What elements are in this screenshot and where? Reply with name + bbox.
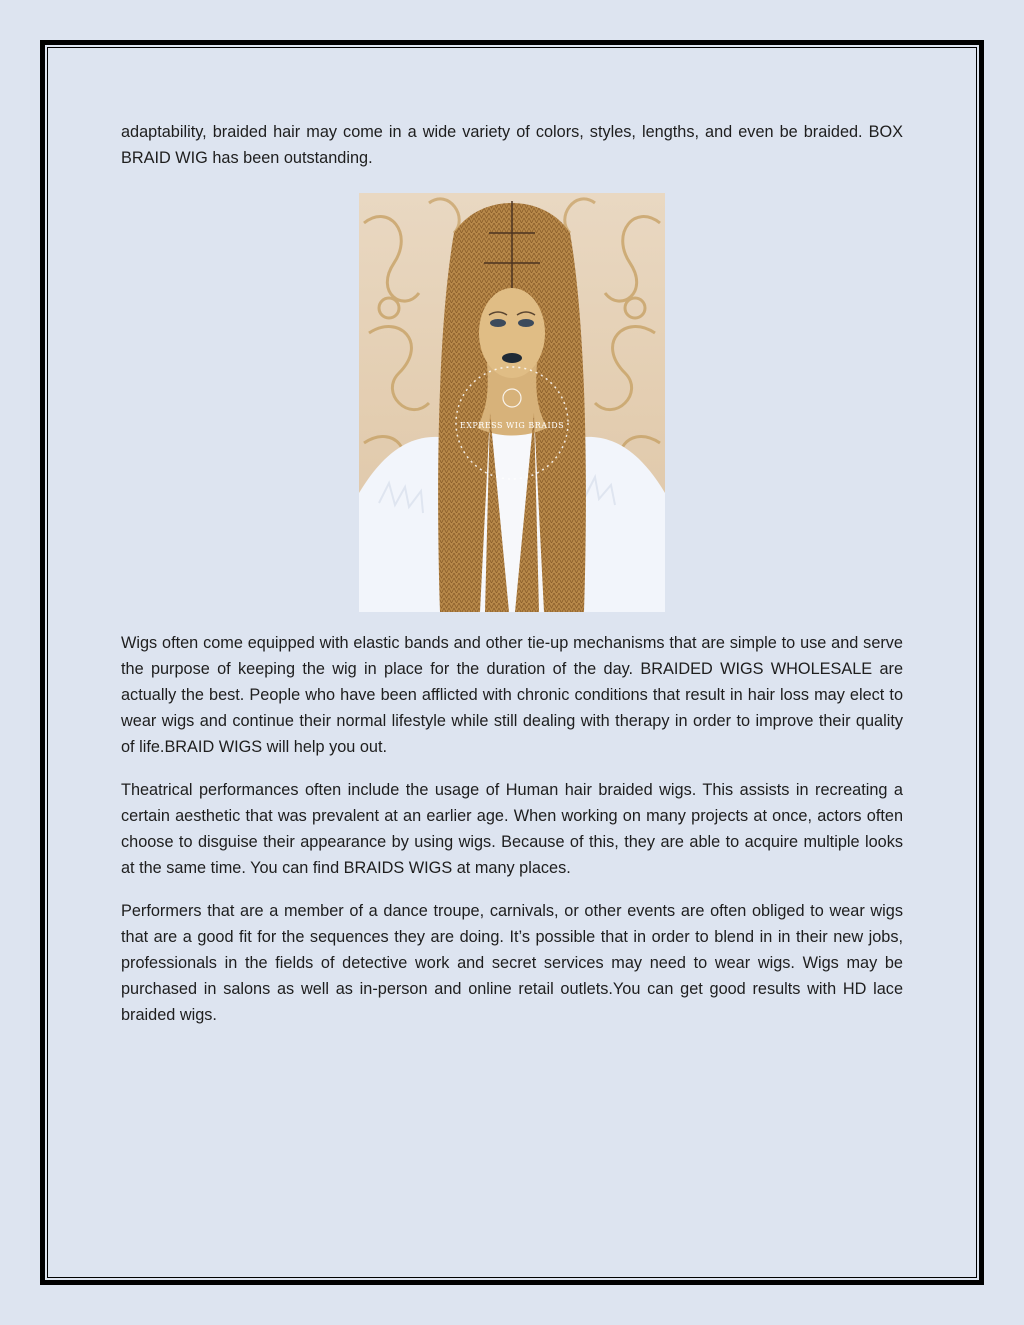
- mannequin-face: [479, 288, 545, 378]
- paragraph-3: Theatrical performances often include the usage of Human hair braided wigs. This assists in recreating a certain aesthetic that was prevalent at an earlier age. When working on many projects at once, actors often choose to disguise their appearance by using wigs. Because of this, they are able to acquire multiple looks at the same time. You can find BRAIDS WIGS at many places.: [121, 781, 903, 877]
- right-eye: [518, 319, 534, 327]
- paragraph-1: adaptability, braided hair may come in a wide variety of colors, styles, lengths, and even be braided. BOX BRAID WIG has been outstanding.: [121, 123, 903, 167]
- wig-illustration: [359, 193, 665, 612]
- paragraph-4: Performers that are a member of a dance troupe, carnivals, or other events are often obliged to wear wigs that are a good fit for the sequences they are doing. It’s possible that in order to blend in in their new jobs, professionals in the fields of detective work and secret services may need to wear wigs. Wigs may be purchased in salons as well as in-person and online retail outlets.You can get good results with HD lace braided wigs.: [121, 902, 903, 1024]
- braided-wig-photo: [359, 193, 665, 612]
- left-eye: [490, 319, 506, 327]
- document-body: [121, 119, 903, 1028]
- paragraph-2: Wigs often come equipped with elastic bands and other tie-up mechanisms that are simple to use and serve the purpose of keeping the wig in place for the duration of the day. BRAIDED WIGS WHOLESALE are actually the best. People who have been afflicted with chronic conditions that result in hair loss may elect to wear wigs and continue their normal lifestyle while still dealing with therapy in order to improve their quality of life.BRAID WIGS will help you out.: [121, 634, 903, 756]
- watermark-text: EXPRESS WIG BRAIDS: [459, 421, 565, 430]
- mannequin-lips: [502, 353, 522, 363]
